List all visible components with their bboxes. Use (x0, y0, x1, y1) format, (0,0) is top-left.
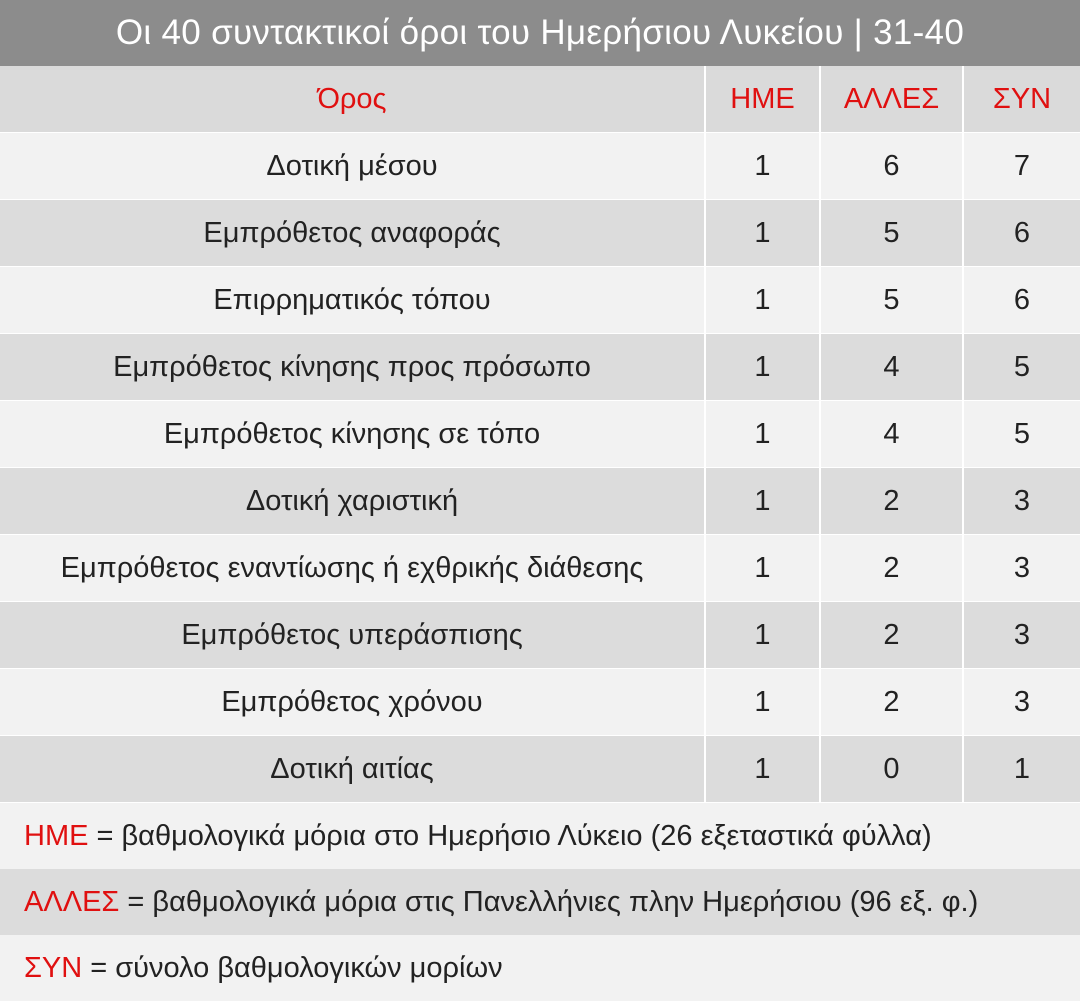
hme-cell: 1 (705, 267, 820, 334)
alles-cell: 5 (820, 267, 963, 334)
hme-cell: 1 (705, 602, 820, 669)
alles-cell: 2 (820, 602, 963, 669)
syn-cell: 7 (963, 133, 1080, 200)
syn-cell: 5 (963, 334, 1080, 401)
alles-cell: 0 (820, 736, 963, 803)
term-cell: Εμπρόθετος εναντίωσης ή εχθρικής διάθεσης (0, 535, 705, 602)
table-row (0, 468, 1080, 535)
legend-hme (0, 803, 1080, 869)
column-header-alles: ΑΛΛΕΣ (820, 66, 963, 133)
legend-key-syn: ΣΥΝ (24, 951, 83, 984)
page-title: Οι 40 συντακτικοί όροι του Ημερήσιου Λυκείου | 31-40 (0, 0, 1080, 66)
table-row (0, 602, 1080, 669)
alles-cell: 4 (820, 401, 963, 468)
hme-cell: 1 (705, 468, 820, 535)
terms-table (0, 66, 1080, 803)
table-row (0, 133, 1080, 200)
alles-cell: 2 (820, 468, 963, 535)
table-row (0, 736, 1080, 803)
syn-cell: 3 (963, 669, 1080, 736)
alles-cell: 2 (820, 669, 963, 736)
term-cell: Επιρρηματικός τόπου (0, 267, 705, 334)
term-cell: Δοτική χαριστική (0, 468, 705, 535)
term-cell: Δοτική αιτίας (0, 736, 705, 803)
hme-cell: 1 (705, 535, 820, 602)
legend-alles (0, 869, 1080, 935)
hme-cell: 1 (705, 736, 820, 803)
column-header-term: Όρος (0, 66, 705, 133)
table-row (0, 401, 1080, 468)
term-cell: Εμπρόθετος υπεράσπισης (0, 602, 705, 669)
table-header-row (0, 66, 1080, 133)
term-cell: Εμπρόθετος κίνησης προς πρόσωπο (0, 334, 705, 401)
term-cell: Εμπρόθετος αναφοράς (0, 200, 705, 267)
syn-cell: 6 (963, 267, 1080, 334)
table-row (0, 535, 1080, 602)
term-cell: Εμπρόθετος κίνησης σε τόπο (0, 401, 705, 468)
syn-cell: 6 (963, 200, 1080, 267)
legend-key-hme: ΗΜΕ (24, 819, 89, 852)
syn-cell: 5 (963, 401, 1080, 468)
syn-cell: 1 (963, 736, 1080, 803)
term-cell: Εμπρόθετος χρόνου (0, 669, 705, 736)
alles-cell: 6 (820, 133, 963, 200)
syn-cell: 3 (963, 602, 1080, 669)
hme-cell: 1 (705, 669, 820, 736)
alles-cell: 5 (820, 200, 963, 267)
legend-text-syn: = σύνολο βαθμολογικών μορίων (82, 951, 503, 984)
term-cell: Δοτική μέσου (0, 133, 705, 200)
alles-cell: 2 (820, 535, 963, 602)
hme-cell: 1 (705, 401, 820, 468)
table-row (0, 669, 1080, 736)
legend-syn (0, 935, 1080, 1001)
column-header-syn: ΣΥΝ (963, 66, 1080, 133)
hme-cell: 1 (705, 334, 820, 401)
table-row (0, 334, 1080, 401)
table-row (0, 267, 1080, 334)
hme-cell: 1 (705, 200, 820, 267)
legend-text-alles: = βαθμολογικά μόρια στις Πανελλήνιες πλην Ημερήσιου (96 εξ. φ.) (119, 885, 979, 918)
legend-key-alles: ΑΛΛΕΣ (24, 885, 120, 918)
syn-cell: 3 (963, 468, 1080, 535)
alles-cell: 4 (820, 334, 963, 401)
column-header-hme: ΗΜΕ (705, 66, 820, 133)
syn-cell: 3 (963, 535, 1080, 602)
hme-cell: 1 (705, 133, 820, 200)
legend-text-hme: = βαθμολογικά μόρια στο Ημερήσιο Λύκειο (26 εξεταστικά φύλλα) (88, 819, 932, 852)
table-row (0, 200, 1080, 267)
